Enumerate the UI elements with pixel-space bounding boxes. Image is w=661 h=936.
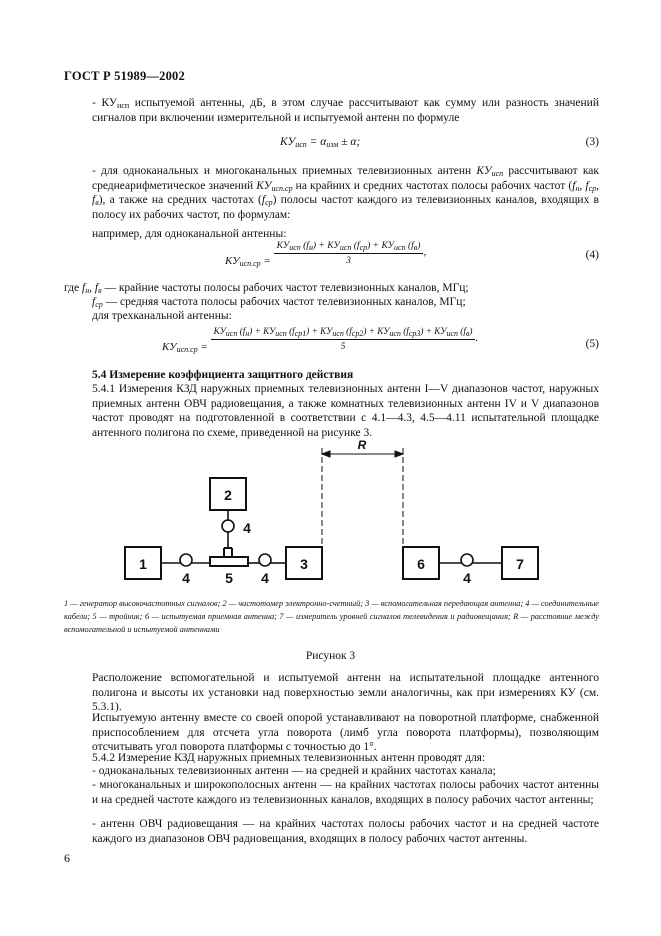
cable-coil-icon — [222, 520, 234, 532]
tee-junction — [210, 557, 248, 566]
where-line-2: $f_{ср}$ — средняя частота полосы рабочих частот телевизионных каналов, МГц; — [92, 296, 466, 309]
label-7: 7 — [516, 556, 524, 572]
cable-coil-icon — [180, 554, 192, 566]
where-line-1: где $f_н$, $f_в$ — крайние частоты полосы рабочих частот телевизионных каналов, МГц; — [64, 282, 469, 295]
text-ku-sub: исп — [117, 101, 130, 110]
label-4: 4 — [243, 520, 251, 536]
paragraph-ku-sum — [92, 96, 599, 125]
list-item-multichannel: - многоканальных и широкополосных антенн — на крайних частотах полосы рабочих частот антенны и на средней частоте каждого из телевизионных каналов, входящих в полосу рабочих частот антенны; — [92, 779, 599, 806]
label-distance: R — [357, 438, 367, 452]
label-4: 4 — [463, 570, 471, 586]
label-5: 5 — [225, 570, 233, 586]
paragraph-placement: Расположение вспомогательной и испытуемой антенн на испытательной площадке антенного полигона и высоты их установки над поверхностью земли аналогичны, как при измерениях КУ (см. 5.3.1). — [92, 672, 599, 714]
formula-number: (3) — [585, 136, 599, 148]
paragraph-text: испытуемой антенны, дБ, в этом случае рассчитывают как сумму или разность значений сигналов при включении измерительной и испытуемой антенн по формуле — [92, 97, 599, 124]
cable-coil-icon — [259, 554, 271, 566]
cable-coil-icon — [461, 554, 473, 566]
label-4: 4 — [182, 570, 190, 586]
label-4: 4 — [261, 570, 269, 586]
list-item-fm-antennas: - антенн ОВЧ радиовещания — на крайних частотах полосы рабочих частот и на средней частоте каждого из диапазонов ОВЧ радиовещания, входящих в полосу рабочих частот антенны. — [92, 818, 599, 845]
document-page: ГОСТ Р 51989—2002 - $КУ_{исп}$ испытуемой антенны, дБ, в этом случае рассчитывают как сумму или разность значений сигналов при включении измерительной и испытуемой антенн по формуле $КУ_{исп} = \alpha_{изм} \pm \alpha$; (3) - для одноканальных и многоканальных приемных телевизионных антенн $КУ_{исп}$ рассчитывают как среднеарифметическое значений $КУ_{исп.ср}$ на крайних и средних частотах полосы рабочих частот ($f_н$, $f_{ср}$, $f_в$), а также на средних частотах $(f_{ср})$ полосы частот каждого из телевизионных каналов, входящих в полосу их рабочих частот, по формулам: например, для одноканальной антенны: $КУ_{исп.ср}$ = $\frac{КУ_{исп} (f_н) + КУ_{исп} (f_{ср}) + КУ_{исп} (f_в)}{3}$ , (4) где $f_н$, $f_в$ — крайние частоты полосы рабочих частот телевизионных каналов, МГц; $f_{ср}$ — средняя частота полосы рабочих частот телевизионных каналов, МГц; для трехканальной антенны: $КУ_{исп.ср}$ = $КУ_{исп}$ $(f_н) + КУ_{исп}$ $(f_{ср1}) + КУ_{исп}$ $(f_{ср2}) + КУ_{исп}$ $(f_{ср3}) + КУ_{исп}$ $(f_в)$ 5 . (5) 5.4 Измерение коэффициента защитного действия 5.4.1 Измерения КЗД наружных приемных телевизионных антенн I—V диапазонов частот, наружных приемных антенн ОВЧ радиовещания, а также комнатных телевизионных антенн IV и V диапазонов частот проводят на подготовленной в соответствии с 4.1—4.3, 4.5—4.11 испытательной площадке антенного полигона по схеме, приведенной на рисунке 3. 1 2 3 4 4 4 5 6 4 7 R 1 — генератор высокочастотных сигналов; 2 — частотомер электронно-счетный; 3 — вспомогательная передающая антенна; 4 — соединительные кабели; 5 — тройник; 6 — испытуемая приемная антенна; 7 — измеритель уровней сигналов телевидения и радиовещания; R — расстояние между вспомогательной и испытуемой антеннами Рисунок 3 Расположение вспомогательной и испытуемой антенн на испытательной площадке антенного полигона и высоты их установки над поверхностью земли аналогичны, как при измерениях КУ (см. 5.3.1). Испытуемую антенну вместе со своей опорой устанавливают на поворотной платформе, снабженной приспособлением для отсчета угла поворота (лимб угла поворота платформы), позволяющим отсчитывать угол поворота платформы с точностью до 1°. 5.4.2 Измерение КЗД наружных приемных телевизионных антенн проводят для: - одноканальных телевизионных антенн — на средней и крайних частотах канала; - многоканальных и широкополосных антенн — на крайних частотах полосы рабочих частот антенны и на средней частоте каждого из телевизионных каналов, входящих в полосу рабочих частот антенны; - антенн ОВЧ радиовещания — на крайних частотах полосы рабочих частот и на средней частоте каждого из диапазонов ОВЧ радиовещания, входящих в полосу рабочих частот антенны. 6 — [0, 0, 661, 936]
figure-caption: 1 — генератор высокочастотных сигналов; 2 — частотомер электронно-счетный; 3 — вспомогательная передающая антенна; 4 — соединительные кабели; 5 — тройник; 6 — испытуемая приемная антенна; 7 — измеритель уровней сигналов телевидения и радиовещания; R — расстояние между вспомогательной и испытуемой антеннами — [64, 599, 599, 634]
page-number: 6 — [64, 851, 70, 865]
section-title: 5.4 Измерение коэффициента защитного действия — [92, 369, 354, 381]
figure-title: Рисунок 3 — [305, 650, 356, 662]
label-3: 3 — [300, 556, 308, 572]
paragraph-average: - для одноканальных и многоканальных приемных телевизионных антенн $КУ_{исп}$ рассчитывают как среднеарифметическое значений $КУ_{исп.ср}$ на крайних и средних частотах полосы рабочих частот ($f_н$, $f_{ср}$, $f_в$), а также на средних частотах $(f_{ср})$ полосы частот каждого из телевизионных каналов, входящих в полосу их рабочих частот, по формулам: — [92, 165, 599, 222]
label-1: 1 — [139, 556, 147, 572]
text-ku: - КУ — [92, 97, 118, 109]
list-item-single-channel: - одноканальных телевизионных антенн — на средней и крайних частотах канала; — [92, 765, 496, 777]
paragraph-5-4-2: 5.4.2 Измерение КЗД наружных приемных телевизионных антенн проводят для: — [92, 752, 486, 764]
label-6: 6 — [417, 556, 425, 572]
paragraph-rotation: Испытуемую антенну вместе со своей опорой устанавливают на поворотной платформе, снабженной приспособлением для отсчета угла поворота (лимб угла поворота платформы), позволяющим отсчитывать угол поворота платформы с точностью до 1°. — [92, 712, 599, 754]
formula-number: (4) — [585, 249, 599, 261]
figure-3-diagram — [110, 438, 570, 588]
formula-number: (5) — [585, 338, 599, 350]
label-2: 2 — [224, 487, 232, 503]
paragraph-example: например, для одноканальной антенны: — [92, 228, 287, 240]
distance-dimension — [322, 448, 403, 546]
paragraph-5-4-1: 5.4.1 Измерения КЗД наружных приемных телевизионных антенн I—V диапазонов частот, наружных приемных антенн ОВЧ радиовещания, а также комнатных телевизионных антенн IV и V диапазонов частот проводят на подготовленной в соответствии с 4.1—4.3, 4.5—4.11 испытательной площадке антенного полигона по схеме, приведенной на рисунке 3. — [92, 383, 599, 440]
where-line-3: для трехканальной антенны: — [92, 310, 232, 322]
document-code: ГОСТ Р 51989—2002 — [64, 69, 185, 83]
